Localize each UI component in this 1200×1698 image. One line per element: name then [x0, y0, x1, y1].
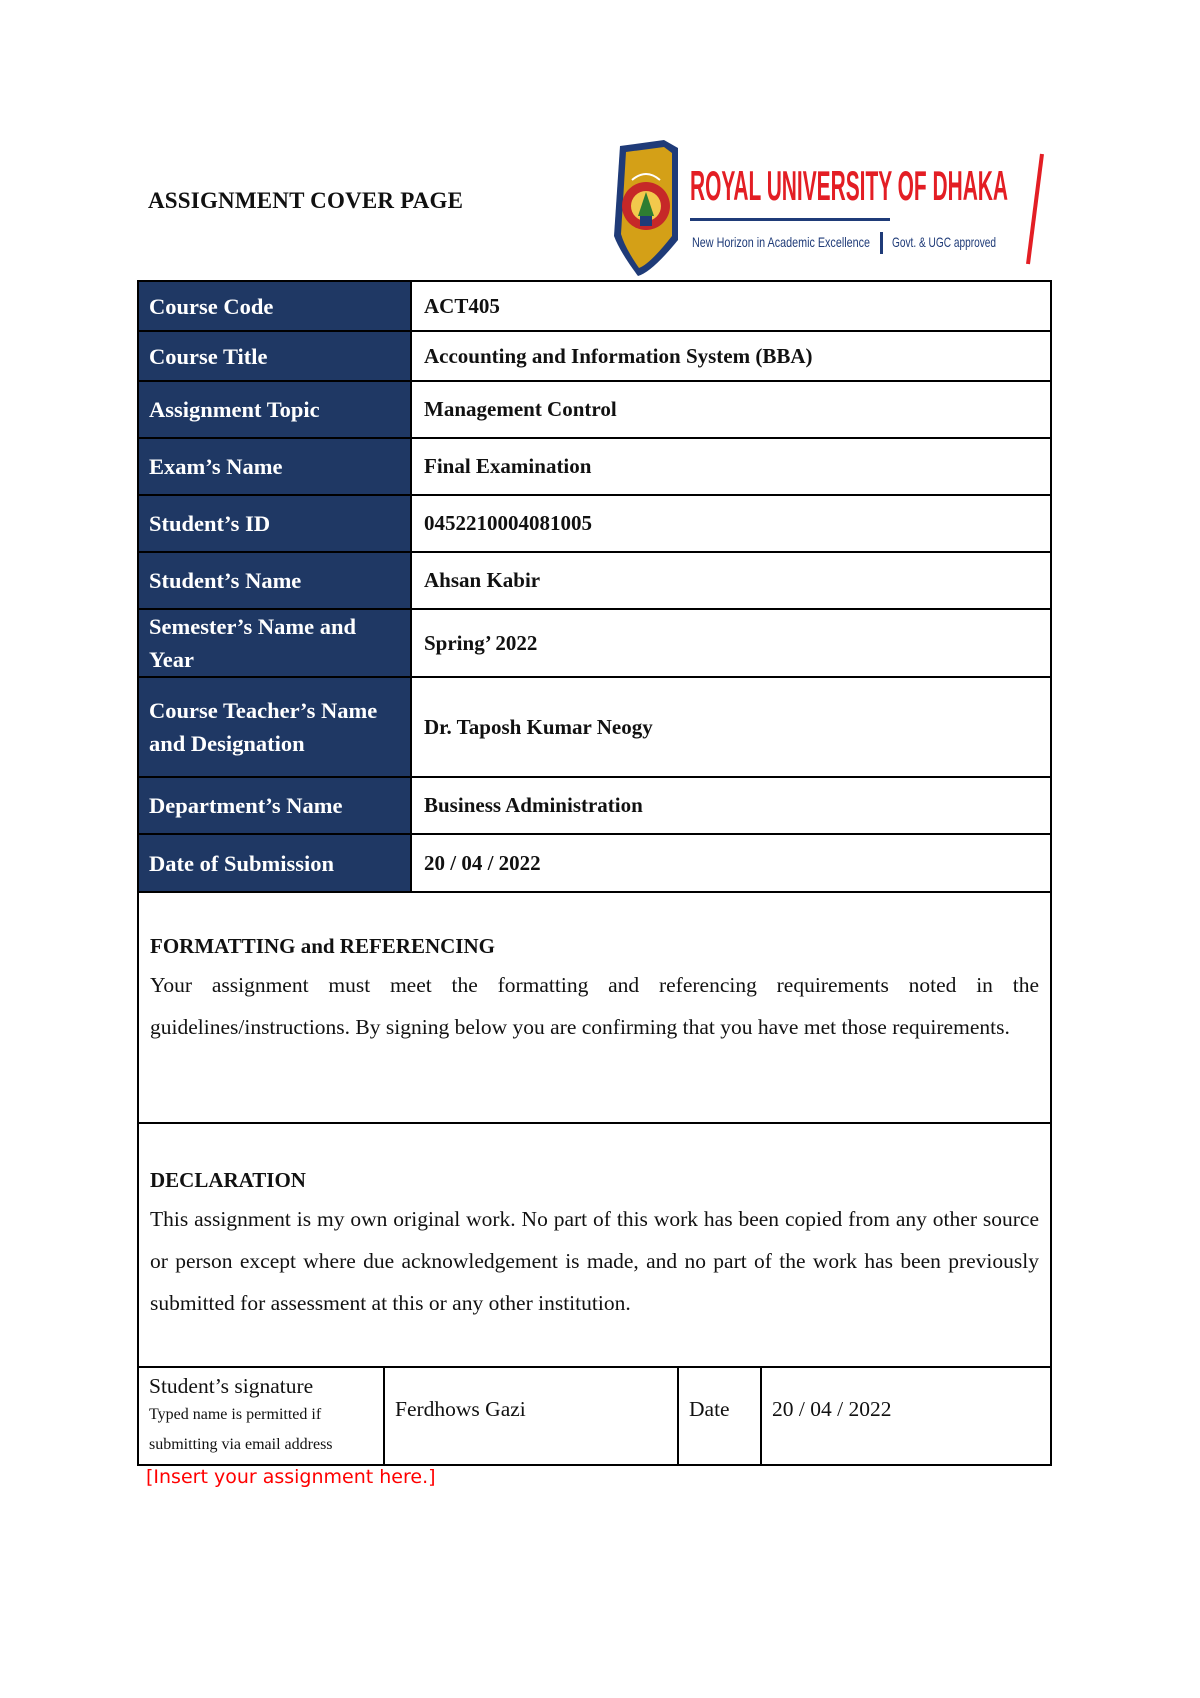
- table-row: [138, 438, 1051, 495]
- signature-name: Ferdhows Gazi: [384, 1368, 678, 1465]
- logo-title: ROYAL UNIVERSITY OF DHAKA: [690, 162, 1008, 209]
- formatting-body: Your assignment must meet the formatting and referencing requirements noted in the guidelines/instructions. By signing below you are confirming that you have met those requirements.: [150, 973, 1039, 1039]
- signature-table: [137, 1368, 1052, 1466]
- row-label: Date of Submission: [138, 834, 411, 892]
- row-value: Ahsan Kabir: [411, 552, 1051, 609]
- row-label: Assignment Topic: [138, 381, 411, 438]
- row-value: Accounting and Information System (BBA): [411, 331, 1051, 381]
- row-value: Spring’ 2022: [411, 609, 1051, 677]
- row-label: Semester’s Name and Year: [138, 609, 411, 677]
- row-label: Department’s Name: [138, 777, 411, 834]
- signature-note-line1: Typed name is permitted if: [149, 1406, 322, 1423]
- formatting-heading: FORMATTING and REFERENCING: [150, 934, 495, 958]
- table-row: [138, 1368, 1051, 1465]
- table-row: [138, 834, 1051, 892]
- row-label: Exam’s Name: [138, 438, 411, 495]
- table-row: [138, 331, 1051, 381]
- row-value: ACT405: [411, 281, 1051, 331]
- university-logo: [612, 140, 1052, 276]
- row-label: Course Title: [138, 331, 411, 381]
- formatting-section: [137, 890, 1052, 1124]
- logo-tagline-left: New Horizon in Academic Excellence: [692, 234, 871, 250]
- row-value: Management Control: [411, 381, 1051, 438]
- signature-label: Student’s signature: [149, 1374, 314, 1398]
- table-row: [138, 777, 1051, 834]
- declaration-heading: DECLARATION: [150, 1168, 306, 1192]
- signature-label-cell: [138, 1368, 384, 1465]
- date-label: Date: [678, 1368, 761, 1465]
- page-title: ASSIGNMENT COVER PAGE: [148, 188, 464, 213]
- row-label: Student’s ID: [138, 495, 411, 552]
- row-value: Business Administration: [411, 777, 1051, 834]
- table-row: [138, 381, 1051, 438]
- signature-note-line2: submitting via email address: [149, 1436, 333, 1453]
- course-info-table: [137, 280, 1052, 893]
- table-row: [138, 281, 1051, 331]
- insert-assignment-note: [Insert your assignment here.]: [146, 1466, 436, 1488]
- logo-tagline-right: Govt. & UGC approved: [892, 234, 996, 250]
- date-value: 20 / 04 / 2022: [761, 1368, 1051, 1465]
- row-label: Course Code: [138, 281, 411, 331]
- row-value: 0452210004081005: [411, 495, 1051, 552]
- declaration-body: This assignment is my own original work. No part of this work has been copied from any other source or person except where due acknowledgement is made, and no part of the work has been previously submitted for assessment at this or any other institution.: [150, 1207, 1039, 1315]
- table-row: [138, 677, 1051, 777]
- row-label: Student’s Name: [138, 552, 411, 609]
- table-row: [138, 552, 1051, 609]
- row-value: Dr. Taposh Kumar Neogy: [411, 677, 1051, 777]
- row-value: 20 / 04 / 2022: [411, 834, 1051, 892]
- university-seal-icon: [614, 140, 678, 276]
- table-row: [138, 609, 1051, 677]
- table-row: [138, 495, 1051, 552]
- declaration-section: [137, 1124, 1052, 1368]
- row-label: Course Teacher’s Name and Designation: [138, 677, 411, 777]
- row-value: Final Examination: [411, 438, 1051, 495]
